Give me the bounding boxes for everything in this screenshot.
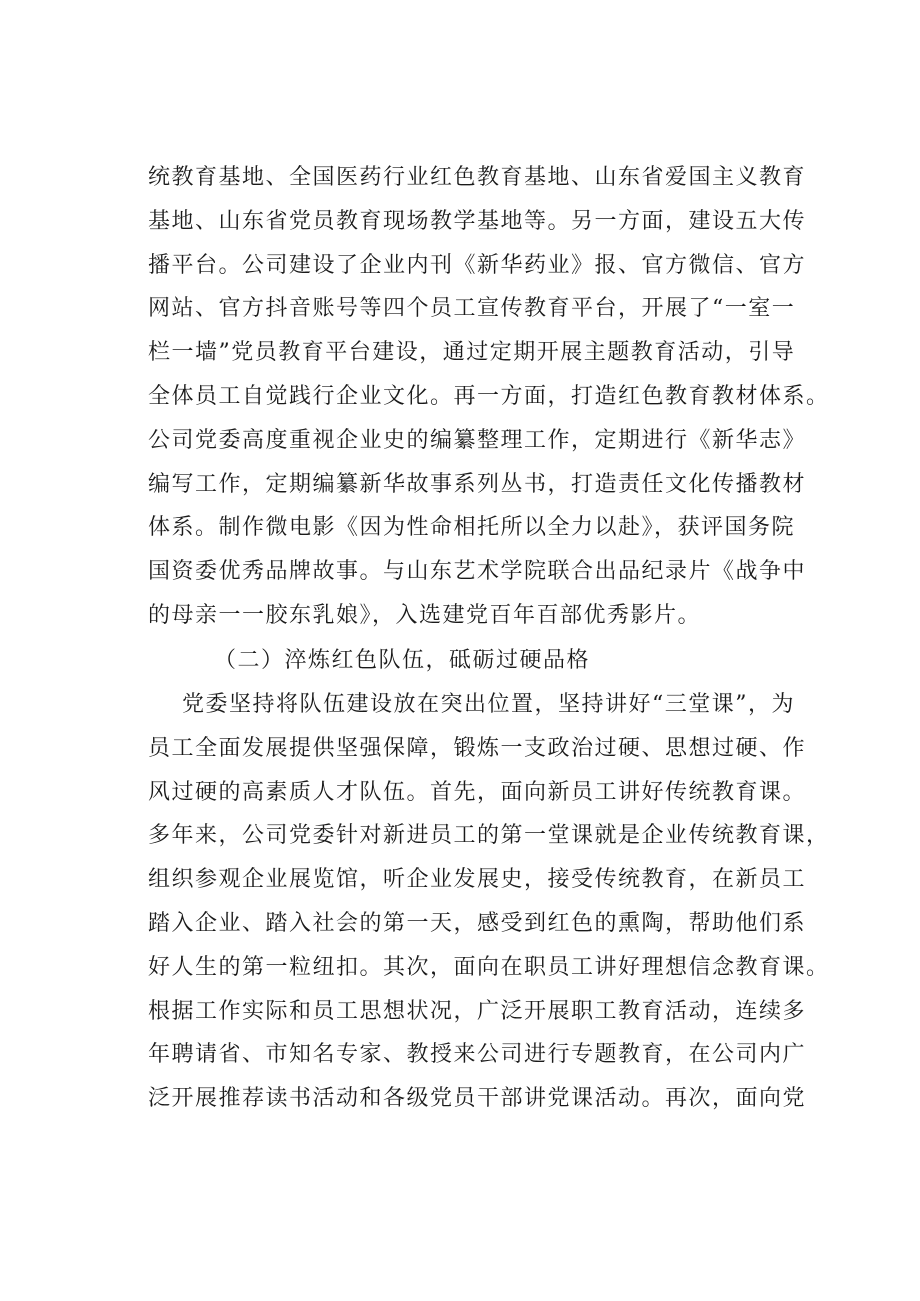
- paragraph-line: 党委坚持将队伍建设放在突出位置，坚持讲好“三堂课”，为: [148, 692, 795, 717]
- paragraph-line: 国资委优秀品牌故事。与山东艺术学院联合出品纪录片《战争中: [148, 559, 807, 585]
- paragraph-line: 风过硬的高素质人才队伍。首先，面向新员工讲好传统教育课。: [148, 779, 807, 805]
- paragraph-line: 组织参观企业展览馆，听企业发展史，接受传统教育，在新员工: [148, 867, 807, 893]
- paragraph-line: 统教育基地、全国医药行业红色教育基地、山东省爱国主义教育: [148, 165, 807, 190]
- paragraph-line: 基地、山东省党员教育现场教学基地等。另一方面，建设五大传: [148, 208, 807, 234]
- paragraph-line: 泛开展推荐读书活动和各级党员干部讲党课活动。再次，面向党: [148, 1086, 807, 1112]
- paragraph-line: 踏入企业、踏入社会的第一天，感受到红色的熏陶，帮助他们系: [148, 910, 807, 936]
- paragraph-line: 体系。制作微电影《因为性命相托所以全力以赴》，获评国务院: [148, 515, 796, 541]
- paragraph-line: 年聘请省、市知名专家、教授来公司进行专题教育，在公司内广: [148, 1042, 807, 1068]
- paragraph-line: 好人生的第一粒纽扣。其次，面向在职员工讲好理想信念教育课。: [148, 954, 830, 980]
- paragraph-line: 员工全面发展提供坚强保障，锻炼一支政治过硬、思想过硬、作: [148, 735, 807, 761]
- paragraph-1: [148, 156, 830, 638]
- section-heading: （二）淬炼红色队伍，砥砺过硬品格: [214, 648, 591, 673]
- paragraph-line: 公司党委高度重视企业史的编纂整理工作，定期进行《新华志》: [148, 427, 807, 453]
- paragraph-line: 栏一墙”党员教育平台建设，通过定期开展主题教育活动，引导: [148, 340, 796, 366]
- paragraph-line: 播平台。公司建设了企业内刊《新华药业》报、官方微信、官方: [148, 252, 807, 278]
- paragraph-line: 网站、官方抖音账号等四个员工宣传教育平台，开展了“一室一: [148, 296, 796, 322]
- paragraph-line: 的母亲一一胶东乳娘》，入选建党百年百部优秀影片。: [148, 602, 702, 628]
- paragraph-line: 全体员工自觉践行企业文化。再一方面，打造红色教育教材体系。: [148, 383, 830, 409]
- paragraph-line: 根据工作实际和员工思想状况，广泛开展职工教育活动，连续多: [148, 998, 807, 1024]
- paragraph-line: 多年来，公司党委针对新进员工的第一堂课就是企业传统教育课，: [148, 823, 830, 849]
- paragraph-2: [148, 683, 830, 1121]
- paragraph-line: 编写工作，定期编纂新华故事系列丛书，打造责任文化传播教材: [148, 471, 807, 497]
